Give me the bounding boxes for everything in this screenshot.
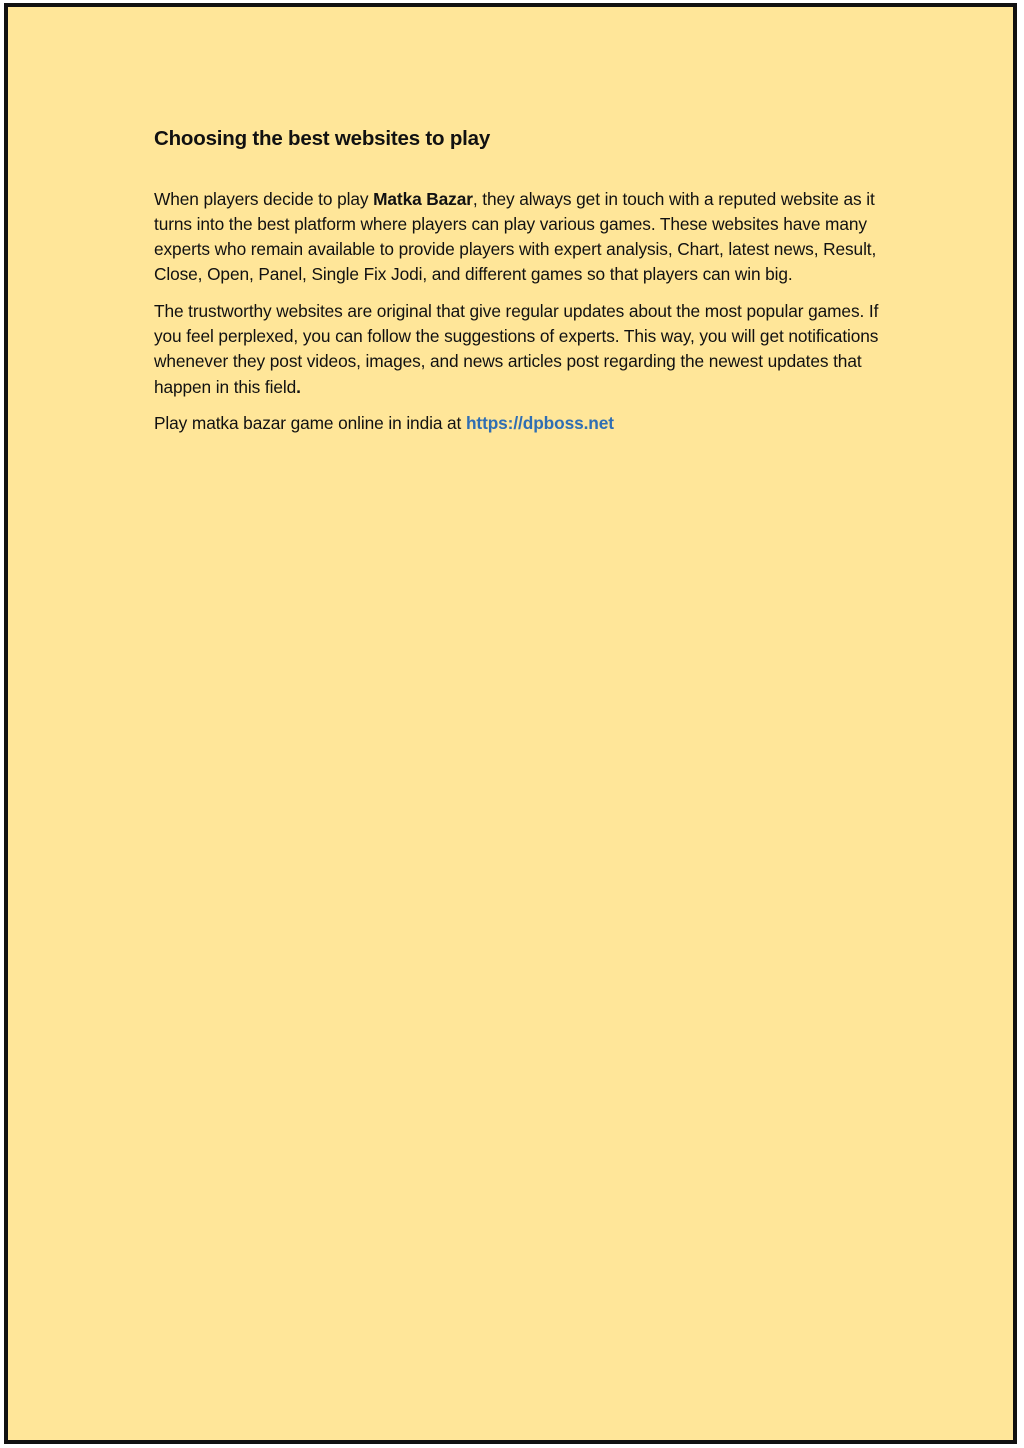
paragraph-trustworthy-text: The trustworthy websites are original that give regular updates about the most popular games. If you feel perplexed, you can follow the suggestions of experts. This way, you will get notifications whenever they post videos, images, and news articles post regarding the newest updates that happen in this field [154,300,879,397]
paragraph-play-online [154,411,894,436]
paragraph-play-online-text: Play matka bazar game online in india at [154,412,466,433]
paragraph-intro [154,187,894,288]
document-content [154,127,894,447]
document-page [4,3,1017,1444]
paragraph-trustworthy-period: . [296,376,301,397]
dpboss-link[interactable]: https://dpboss.net [465,412,614,433]
page-title: Choosing the best websites to play [154,127,491,150]
paragraph-trustworthy [154,299,894,400]
keyword-matka-bazar: Matka Bazar [373,188,473,209]
paragraph-intro-rest: , they always get in touch with a reputed website as it turns into the best platform where players can play various games. These websites have many experts who remain available to provide players with expert analysis, Chart, latest news, Result, Close, Open, Panel, Single Fix Jodi, and different games so that players can win big. [154,188,877,285]
paragraph-intro-start: When players decide to play [154,188,374,209]
